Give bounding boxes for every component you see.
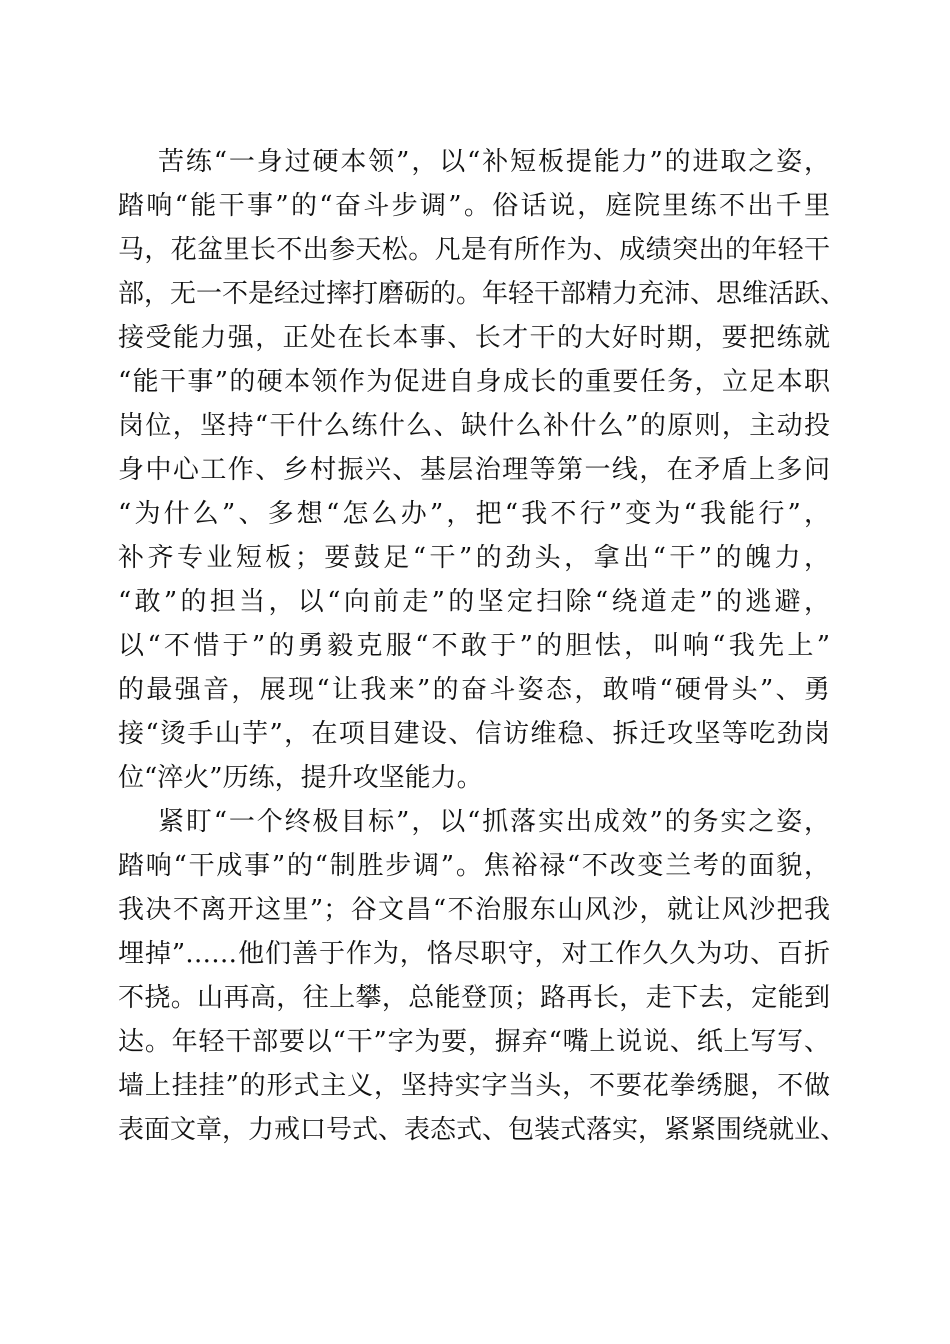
paragraph-line: “为什么”、多想“怎么办”，把“我不行”变为“我能行”，: [118, 499, 830, 529]
paragraph-line: 身中心工作、乡村振兴、基层治理等第一线，在矛盾上多问: [118, 455, 830, 485]
paragraph-line: 达。年轻干部要以“干”字为要，摒弃“嘴上说说、纸上写写、: [118, 1027, 830, 1057]
paragraph-line: 埋掉”……他们善于作为，恪尽职守，对工作久久为功、百折: [118, 939, 830, 969]
paragraph-line: 的最强音，展现“让我来”的奋斗姿态，敢啃“硬骨头”、勇: [118, 675, 830, 705]
paragraph-line: “能干事”的硬本领作为促进自身成长的重要任务，立足本职: [118, 367, 830, 397]
paragraph-line: “敢”的担当，以“向前走”的坚定扫除“绕道走”的逃避，: [118, 587, 830, 617]
paragraph-line: 位“淬火”历练，提升攻坚能力。: [118, 763, 483, 793]
paragraph-line: 接“烫手山芋”，在项目建设、信访维稳、拆迁攻坚等吃劲岗: [118, 719, 830, 749]
paragraph-line: 踏响“干成事”的“制胜步调”。焦裕禄“不改变兰考的面貌，: [118, 851, 830, 881]
paragraph-line: 踏响“能干事”的“奋斗步调”。俗话说，庭院里练不出千里: [118, 191, 830, 221]
paragraph-line: 部，无一不是经过摔打磨砺的。年轻干部精力充沛、思维活跃、: [118, 279, 847, 309]
paragraph-line: 苦练“一身过硬本领”，以“补短板提能力”的进取之姿，: [158, 147, 830, 177]
paragraph-line: 表面文章，力戒口号式、表态式、包装式落实，紧紧围绕就业、: [118, 1115, 847, 1145]
paragraph-line: 岗位，坚持“干什么练什么、缺什么补什么”的原则，主动投: [118, 411, 830, 441]
paragraph-line: 墙上挂挂”的形式主义，坚持实字当头，不要花拳绣腿，不做: [118, 1071, 830, 1101]
paragraph-line: 紧盯“一个终极目标”，以“抓落实出成效”的务实之姿，: [158, 807, 830, 837]
paragraph-line: 我决不离开这里”；谷文昌“不治服东山风沙，就让风沙把我: [118, 895, 830, 925]
paragraph-line: 以“不惜于”的勇毅克服“不敢于”的胆怯，叫响“我先上”: [118, 631, 830, 661]
paragraph-line: 补齐专业短板；要鼓足“干”的劲头，拿出“干”的魄力，: [118, 543, 830, 573]
paragraph-line: 马，花盆里长不出参天松。凡是有所作为、成绩突出的年轻干: [118, 235, 830, 265]
paragraph-line: 不挠。山再高，往上攀，总能登顶；路再长，走下去，定能到: [118, 983, 830, 1013]
paragraph-line: 接受能力强，正处在长本事、长才干的大好时期，要把练就: [118, 323, 830, 353]
